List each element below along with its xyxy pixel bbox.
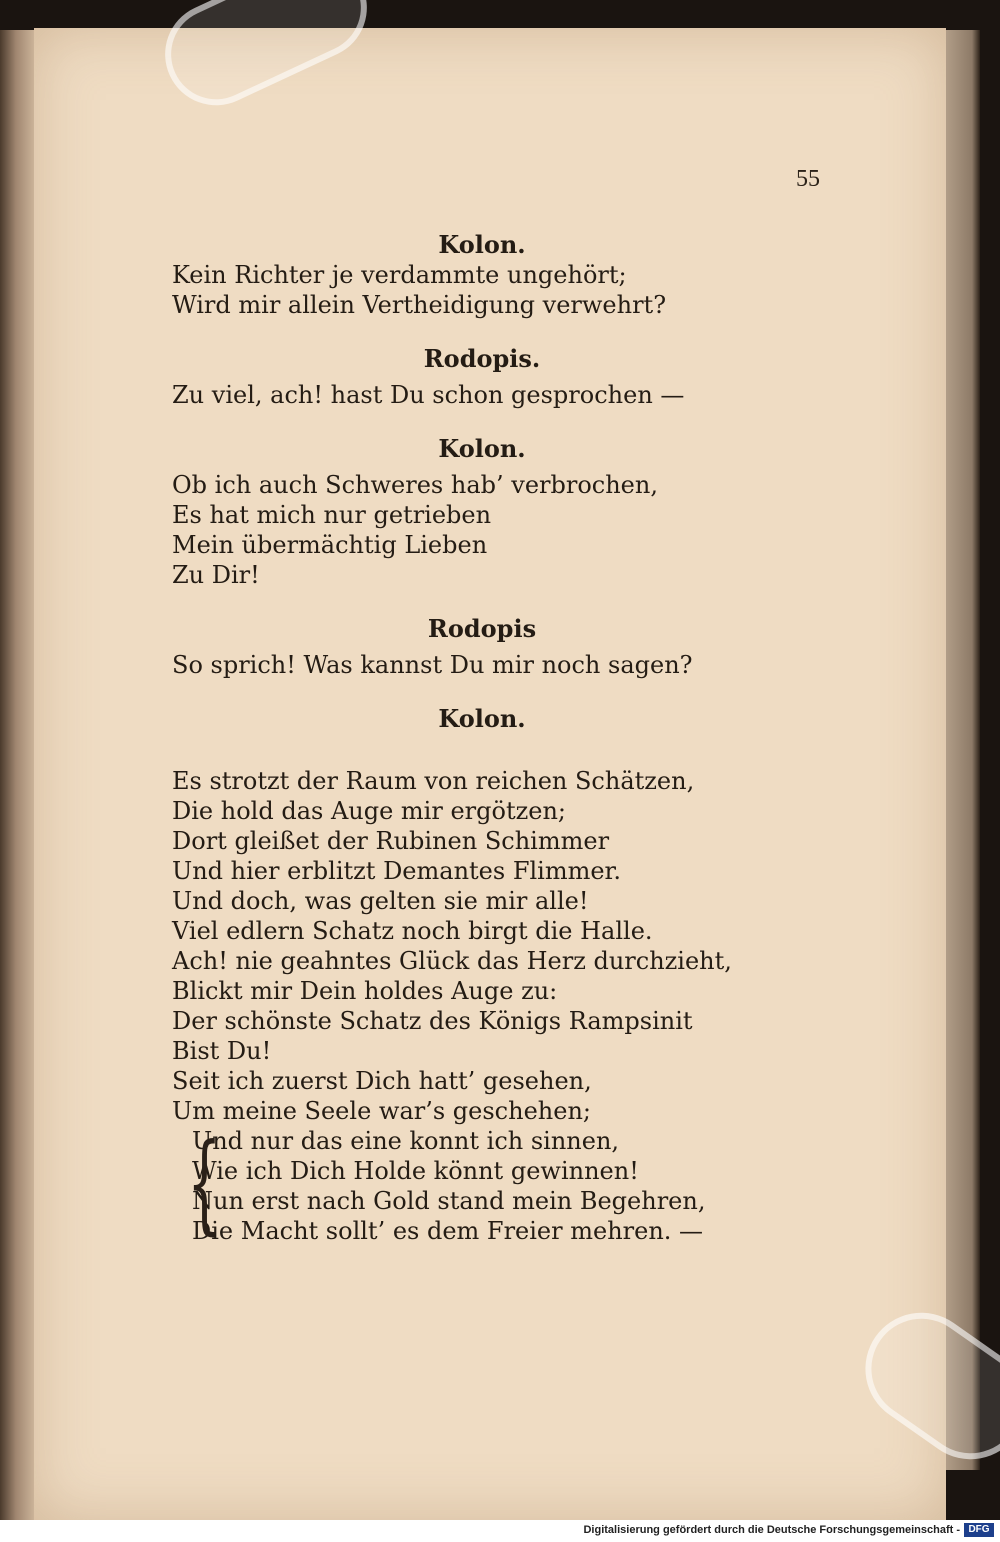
verse-line: Seit ich zuerst Dich hatt’ gesehen,	[172, 1067, 592, 1095]
speaker-heading: Kolon.	[438, 434, 526, 463]
dfg-logo-icon: DFG	[964, 1523, 994, 1537]
poem-text	[172, 230, 792, 1246]
bracketed-verse	[172, 1121, 792, 1246]
verse-line: Wie ich Dich Holde könnt gewinnen!	[192, 1157, 639, 1185]
verse-line: Ob ich auch Schweres hab’ verbrochen,	[172, 471, 658, 499]
verse-line: Zu viel, ach! hast Du schon gesprochen —	[172, 381, 685, 409]
verse-line: Die Macht sollt’ es dem Freier mehren. —	[192, 1217, 704, 1245]
speaker-heading: Rodopis.	[423, 344, 541, 373]
verse-line: Nun erst nach Gold stand mein Begehren,	[192, 1187, 706, 1215]
page-number: 55	[796, 166, 820, 192]
curly-brace-icon: {	[187, 1121, 222, 1246]
verse-line: Dort gleißet der Rubinen Schimmer	[172, 827, 610, 855]
book-cover-edge	[940, 30, 980, 1470]
verse-line: Blickt mir Dein holdes Auge zu:	[172, 977, 558, 1005]
speaker-heading: Rodopis	[427, 614, 537, 643]
verse-line: Die hold das Auge mir ergötzen;	[172, 797, 566, 825]
verse-line: Kein Richter je verdammte ungehört;	[172, 261, 627, 289]
verse-line: Ach! nie geahntes Glück das Herz durchzieht,	[172, 947, 732, 975]
verse-line: Der schönste Schatz des Königs Rampsinit	[172, 1007, 693, 1035]
verse-line: Viel edlern Schatz noch birgt die Halle.	[172, 917, 653, 945]
verse-line: Um meine Seele war’s geschehen;	[172, 1097, 591, 1125]
verse-line: Es hat mich nur getrieben	[172, 501, 492, 529]
verse-line: Mein übermächtig Lieben	[172, 531, 488, 559]
verse-line: Bist Du!	[172, 1037, 272, 1065]
footer-credit: Digitalisierung gefördert durch die Deutsche Forschungsgemeinschaft -	[583, 1524, 960, 1536]
verse-line: Und nur das eine konnt ich sinnen,	[192, 1127, 620, 1155]
verse-line: Und hier erblitzt Demantes Flimmer.	[172, 857, 622, 885]
verse-line: Wird mir allein Vertheidigung verwehrt?	[172, 291, 667, 319]
verse-line: Es strotzt der Raum von reichen Schätzen,	[172, 767, 695, 795]
verse-line: Zu Dir!	[172, 561, 260, 589]
digitization-footer	[0, 1520, 1000, 1542]
speaker-heading: Kolon.	[438, 704, 526, 733]
verse-line: So sprich! Was kannst Du mir noch sagen?	[172, 651, 693, 679]
speaker-heading: Kolon.	[438, 230, 526, 259]
verse-line: Und doch, was gelten sie mir alle!	[172, 887, 589, 915]
